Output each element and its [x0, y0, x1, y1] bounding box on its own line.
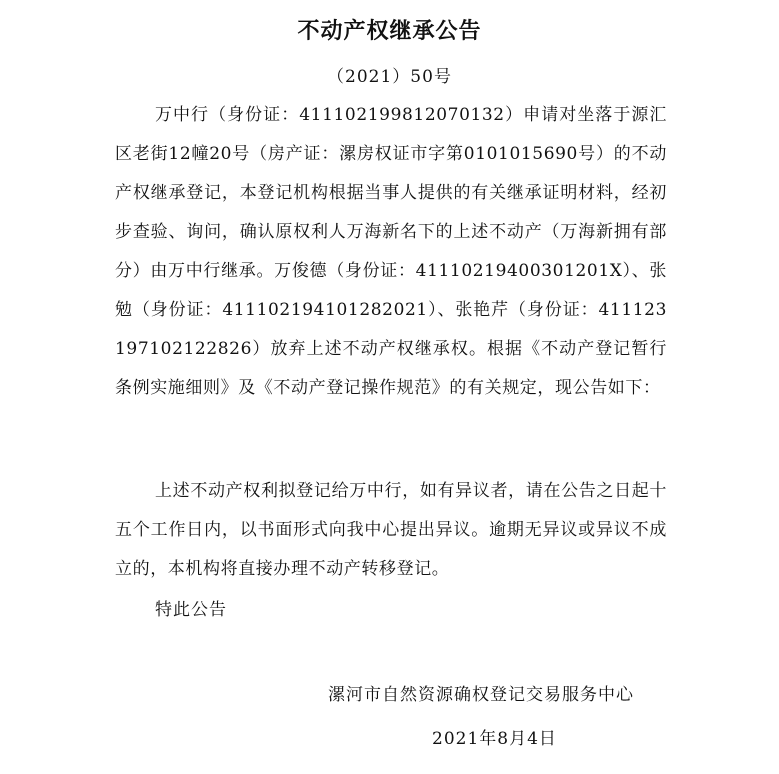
notice-document-number: （2021）50号 — [327, 67, 452, 87]
notice-closing-line: 特此公告 — [155, 600, 227, 620]
notice-date: 2021年8月4日 — [432, 729, 557, 749]
notice-paragraph-objection: 上述不动产权利拟登记给万中行，如有异议者，请在公告之日起十五个工作日内，以书面形式向我中心提出异议。逾期无异议或异议不成立的，本机构将直接办理不动产转移登记。 — [115, 481, 667, 579]
notice-paragraph-application: 万中行（身份证：411102199812070132）申请对坐落于源汇区老街12幢20号（房产证：漯房权证市字第0101015690号）的不动产权继承登记，本登记机构根据当事人提供的有关继承证明材料，经初步查验、询问，确认原权利人万海新名下的上述不动产（万海新拥有部分）由万中行继承。万俊德（身份证：41110219400301201X）、张勉（身份证：411102194101282021）、张艳芹（身份证：411123197102122826）放弃上述不动产权继承权。根据《不动产登记暂行条例实施细则》及《不动产登记操作规范》的有关规定，现公告如下： — [115, 105, 667, 398]
issuing-agency: 漯河市自然资源确权登记交易服务中心 — [328, 685, 634, 705]
notice-title: 不动产权继承公告 — [297, 19, 482, 44]
